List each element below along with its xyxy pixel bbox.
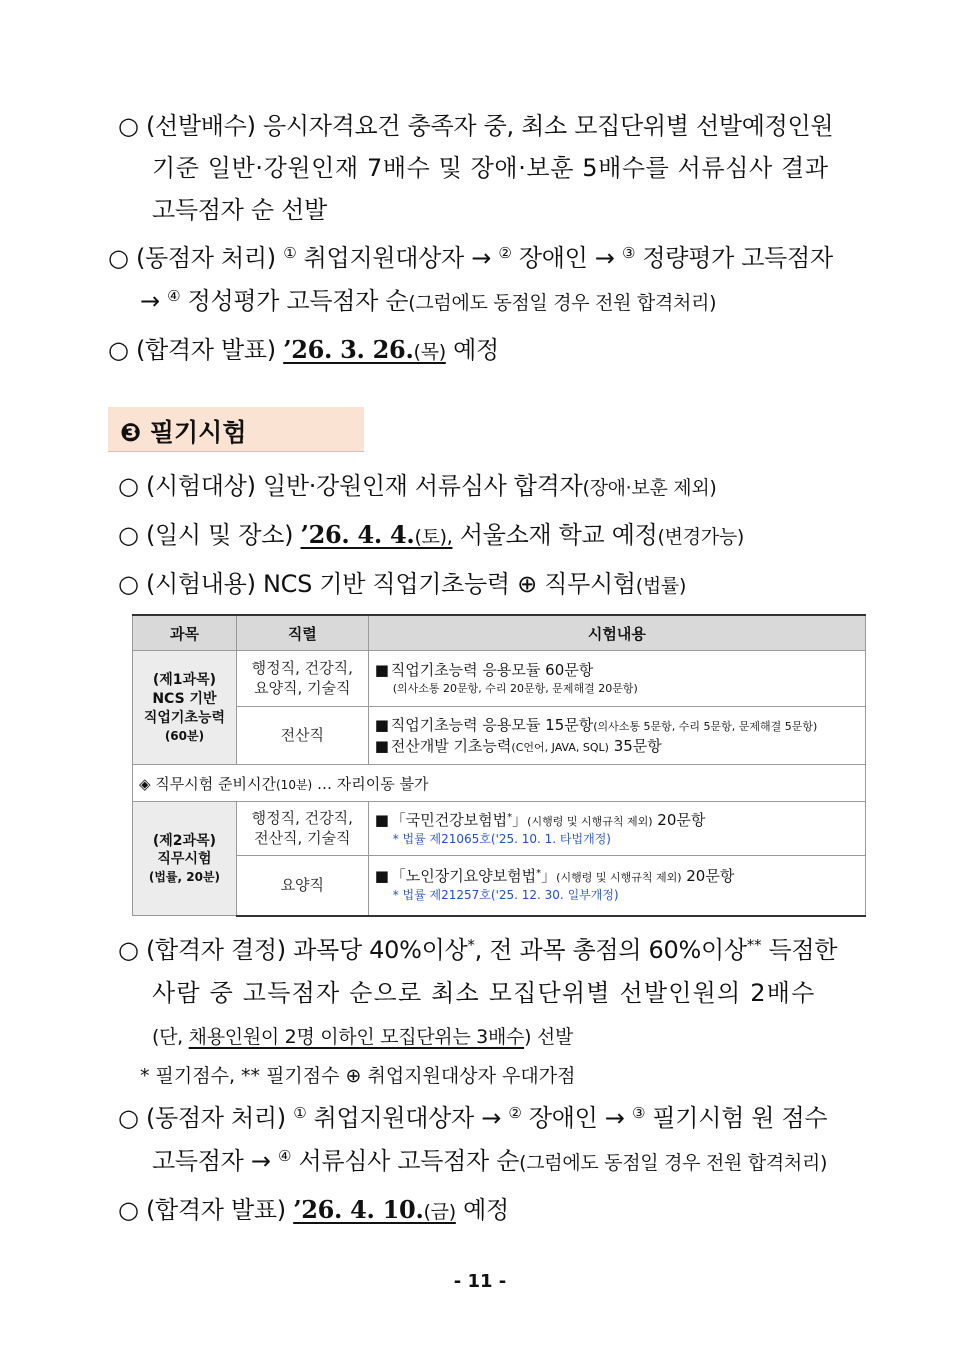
pass-decision-line-1: ○ (합격자 결정) 과목당 40%이상*, 전 과목 총점의 60%이상** 득점한 <box>118 936 838 964</box>
subject-1-cell: (제1과목) NCS 기반 직업기초능력 (60분) <box>133 651 237 765</box>
content-cell: ■ 직업기초능력 응용모듈 15문항(의사소통 5문항, 수리 5문항, 문제해결 5문항) ■ 전산개발 기초능력(C언어, JAVA, SQL) 35문항 <box>368 707 865 765</box>
selection-ratio-line-1: ○ (선발배수) 응시자격요건 충족자 중, 최소 모집단위별 선발예정인원 <box>118 112 834 140</box>
section-written-exam <box>108 407 364 452</box>
job-cell: 요양직 <box>236 856 368 916</box>
announce-line-1: ○ (합격자 발표) ’26. 3. 26.(목) 예정 <box>108 335 499 364</box>
announce-line-2: ○ (합격자 발표) ’26. 4. 10.(금) 예정 <box>118 1195 509 1224</box>
table-note-row <box>133 765 866 802</box>
tie-rule-line-1: ○ (동점자 처리) ① 취업지원대상자 → ② 장애인 → ③ 정량평가 고득점자 <box>108 244 833 272</box>
page-number: - 11 - <box>453 1271 507 1292</box>
tie-rule-2-line-1: ○ (동점자 처리) ① 취업지원대상자 → ② 장애인 → ③ 필기시험 원 점수 <box>118 1104 828 1132</box>
exam-schedule-line: ○ (일시 및 장소) ’26. 4. 4.(토), 서울소재 학교 예정(변경가능) <box>118 520 744 549</box>
subject-2-cell: (제2과목) 직무시험 (법률, 20분) <box>133 802 237 916</box>
header-subject: 과목 <box>133 615 237 651</box>
header-content: 시험내용 <box>368 615 865 651</box>
exam-content-line: ○ (시험내용) NCS 기반 직업기초능력 ⊕ 직무시험(법률) <box>118 570 687 598</box>
section-title: ❸ 필기시험 <box>120 418 247 447</box>
tie-rule-line-2: → ④ 정성평가 고득점자 순(그럼에도 동점일 경우 전원 합격처리) <box>140 287 717 315</box>
content-cell: ■ 직업기초능력 응용모듈 60문항 (의사소통 20문항, 수리 20문항, 문제해결 20문항) <box>368 651 865 707</box>
table-row <box>133 707 866 765</box>
pass-decision-line-3: (단, 채용인원이 2명 이하인 모집단위는 3배수) 선발 <box>152 1026 574 1048</box>
header-job: 직렬 <box>236 615 368 651</box>
table-row <box>133 651 866 707</box>
selection-ratio-line-2: 기준 일반·강원인재 7배수 및 장애·보훈 5배수를 서류심사 결과 <box>152 154 829 182</box>
job-cell: 전산직 <box>236 707 368 765</box>
selection-ratio-line-3: 고득점자 순 선발 <box>152 196 327 224</box>
content-cell: ■ 「노인장기요양보험법*」(시행령 및 시행규칙 제외) 20문항 * 법률 제21257호('25. 12. 30. 일부개정) <box>368 856 865 916</box>
table-row <box>133 856 866 916</box>
tie-rule-2-line-2: 고득점자 → ④ 서류심사 고득점자 순(그럼에도 동점일 경우 전원 합격처리) <box>152 1147 828 1175</box>
note-cell: ◈ 직무시험 준비시간(10분) … 자리이동 불가 <box>133 765 866 802</box>
pass-decision-line-2: 사람 중 고득점자 순으로 최소 모집단위별 선발인원의 2배수 <box>152 979 816 1007</box>
table-header-row <box>133 615 866 651</box>
exam-target-line: ○ (시험대상) 일반·강원인재 서류심사 합격자(장애·보훈 제외) <box>118 472 717 500</box>
exam-table <box>132 614 866 917</box>
footnote: * 필기점수, ** 필기점수 ⊕ 취업지원대상자 우대가점 <box>140 1065 576 1087</box>
job-cell: 행정직, 건강직, 전산직, 기술직 <box>236 802 368 856</box>
job-cell: 행정직, 건강직, 요양직, 기술직 <box>236 651 368 707</box>
table-row <box>133 802 866 856</box>
content-cell: ■ 「국민건강보험법*」(시행령 및 시행규칙 제외) 20문항 * 법률 제21065호('25. 10. 1. 타법개정) <box>368 802 865 856</box>
